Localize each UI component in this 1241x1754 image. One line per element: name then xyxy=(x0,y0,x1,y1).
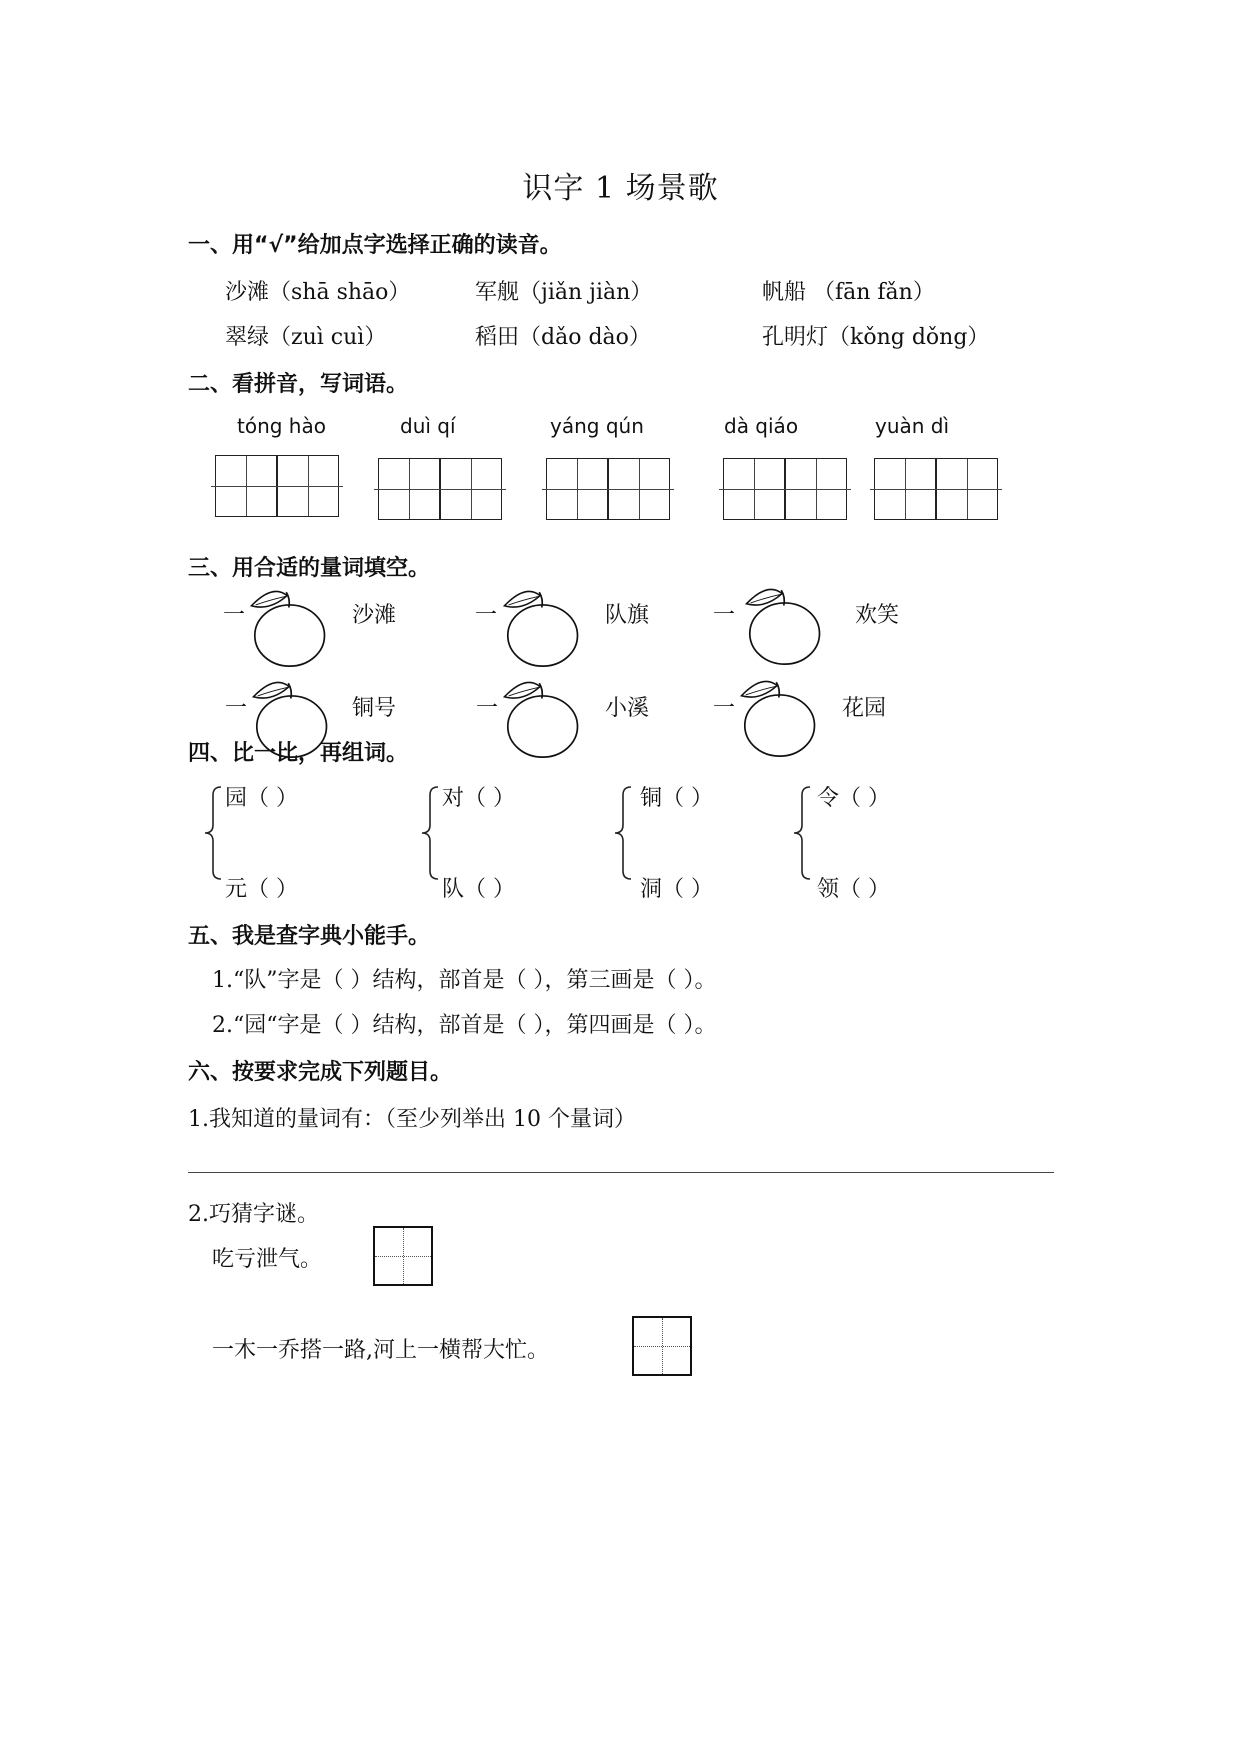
pinyin-prompt: yuàn dì xyxy=(875,414,950,438)
compare-word[interactable]: 园（ ） xyxy=(225,786,298,811)
pinyin-prompt: yáng qún xyxy=(550,414,644,438)
noun-word: 沙滩 xyxy=(352,603,397,628)
noun-word: 欢笑 xyxy=(855,603,900,628)
riddle-2-answer-box[interactable] xyxy=(632,1316,692,1376)
answer-line[interactable] xyxy=(188,1172,1054,1173)
reading-option[interactable]: 帆船 （fān fǎn） xyxy=(762,280,935,305)
section-2-heading: 二、看拼音，写词语。 xyxy=(188,372,409,397)
writing-grid[interactable] xyxy=(215,455,339,517)
riddle-1: 吃亏泄气。 xyxy=(212,1247,323,1272)
noun-word: 花园 xyxy=(842,696,887,721)
brace-icon xyxy=(613,783,635,883)
compare-word[interactable]: 元（ ） xyxy=(225,877,298,902)
section-4-heading: 四、比一比，再组词。 xyxy=(188,741,409,766)
writing-grid[interactable] xyxy=(874,458,998,520)
apple-answer-blank[interactable] xyxy=(238,582,343,667)
apple-answer-blank[interactable] xyxy=(491,582,596,667)
measure-word-yi: 一 xyxy=(475,603,498,628)
apple-answer-blank[interactable] xyxy=(733,580,838,665)
section-6-heading: 六、按要求完成下列题目。 xyxy=(188,1060,453,1085)
riddle-heading: 2.巧猜字谜。 xyxy=(188,1202,319,1227)
writing-grid[interactable] xyxy=(546,458,670,520)
page-title: 识字 1 场景歌 xyxy=(522,171,719,206)
section-3-heading: 三、用合适的量词填空。 xyxy=(188,556,431,581)
measure-word-yi: 一 xyxy=(713,603,736,628)
compare-word[interactable]: 对（ ） xyxy=(442,786,515,811)
measure-word-yi: 一 xyxy=(713,696,736,721)
measure-word-yi: 一 xyxy=(225,696,248,721)
writing-grid[interactable] xyxy=(723,458,847,520)
brace-icon xyxy=(203,783,225,883)
apple-answer-blank[interactable] xyxy=(728,672,833,757)
section-5-heading: 五、我是查字典小能手。 xyxy=(188,924,431,949)
noun-word: 铜号 xyxy=(352,696,397,721)
riddle-2: 一木一乔搭一路,河上一横帮大忙。 xyxy=(212,1338,549,1363)
compare-word[interactable]: 队（ ） xyxy=(442,877,515,902)
compare-word[interactable]: 铜（ ） xyxy=(640,786,713,811)
apple-answer-blank[interactable] xyxy=(491,673,596,758)
dictionary-question-1[interactable]: 1.“队”字是（ ）结构，部首是（ ），第三画是（ ）。 xyxy=(212,968,717,993)
reading-option[interactable]: 翠绿（zuì cuì） xyxy=(225,325,387,350)
brace-icon xyxy=(792,783,814,883)
riddle-1-answer-box[interactable] xyxy=(373,1226,433,1286)
reading-option[interactable]: 稻田（dǎo dào） xyxy=(475,325,651,350)
measure-word-yi: 一 xyxy=(223,603,246,628)
compare-word[interactable]: 令（ ） xyxy=(817,786,890,811)
dictionary-question-2[interactable]: 2.“园“字是（ ）结构，部首是（ ），第四画是（ ）。 xyxy=(212,1013,717,1038)
compare-word[interactable]: 领（ ） xyxy=(817,877,890,902)
section-1-heading: 一、用“√”给加点字选择正确的读音。 xyxy=(188,233,562,258)
pinyin-prompt: duì qí xyxy=(400,414,456,438)
brace-icon xyxy=(420,783,442,883)
noun-word: 队旗 xyxy=(605,603,650,628)
pinyin-prompt: dà qiáo xyxy=(724,414,799,438)
reading-option[interactable]: 军舰（jiǎn jiàn） xyxy=(475,280,653,305)
measure-word-yi: 一 xyxy=(476,696,499,721)
compare-word[interactable]: 洞（ ） xyxy=(640,877,713,902)
measure-words-question: 1.我知道的量词有：（至少列举出 10 个量词） xyxy=(188,1107,636,1132)
noun-word: 小溪 xyxy=(605,696,650,721)
reading-option[interactable]: 沙滩（shā shāo） xyxy=(225,280,411,305)
pinyin-prompt: tóng hào xyxy=(237,414,326,438)
writing-grid[interactable] xyxy=(378,458,502,520)
reading-option[interactable]: 孔明灯（kǒng dǒng） xyxy=(762,325,990,350)
